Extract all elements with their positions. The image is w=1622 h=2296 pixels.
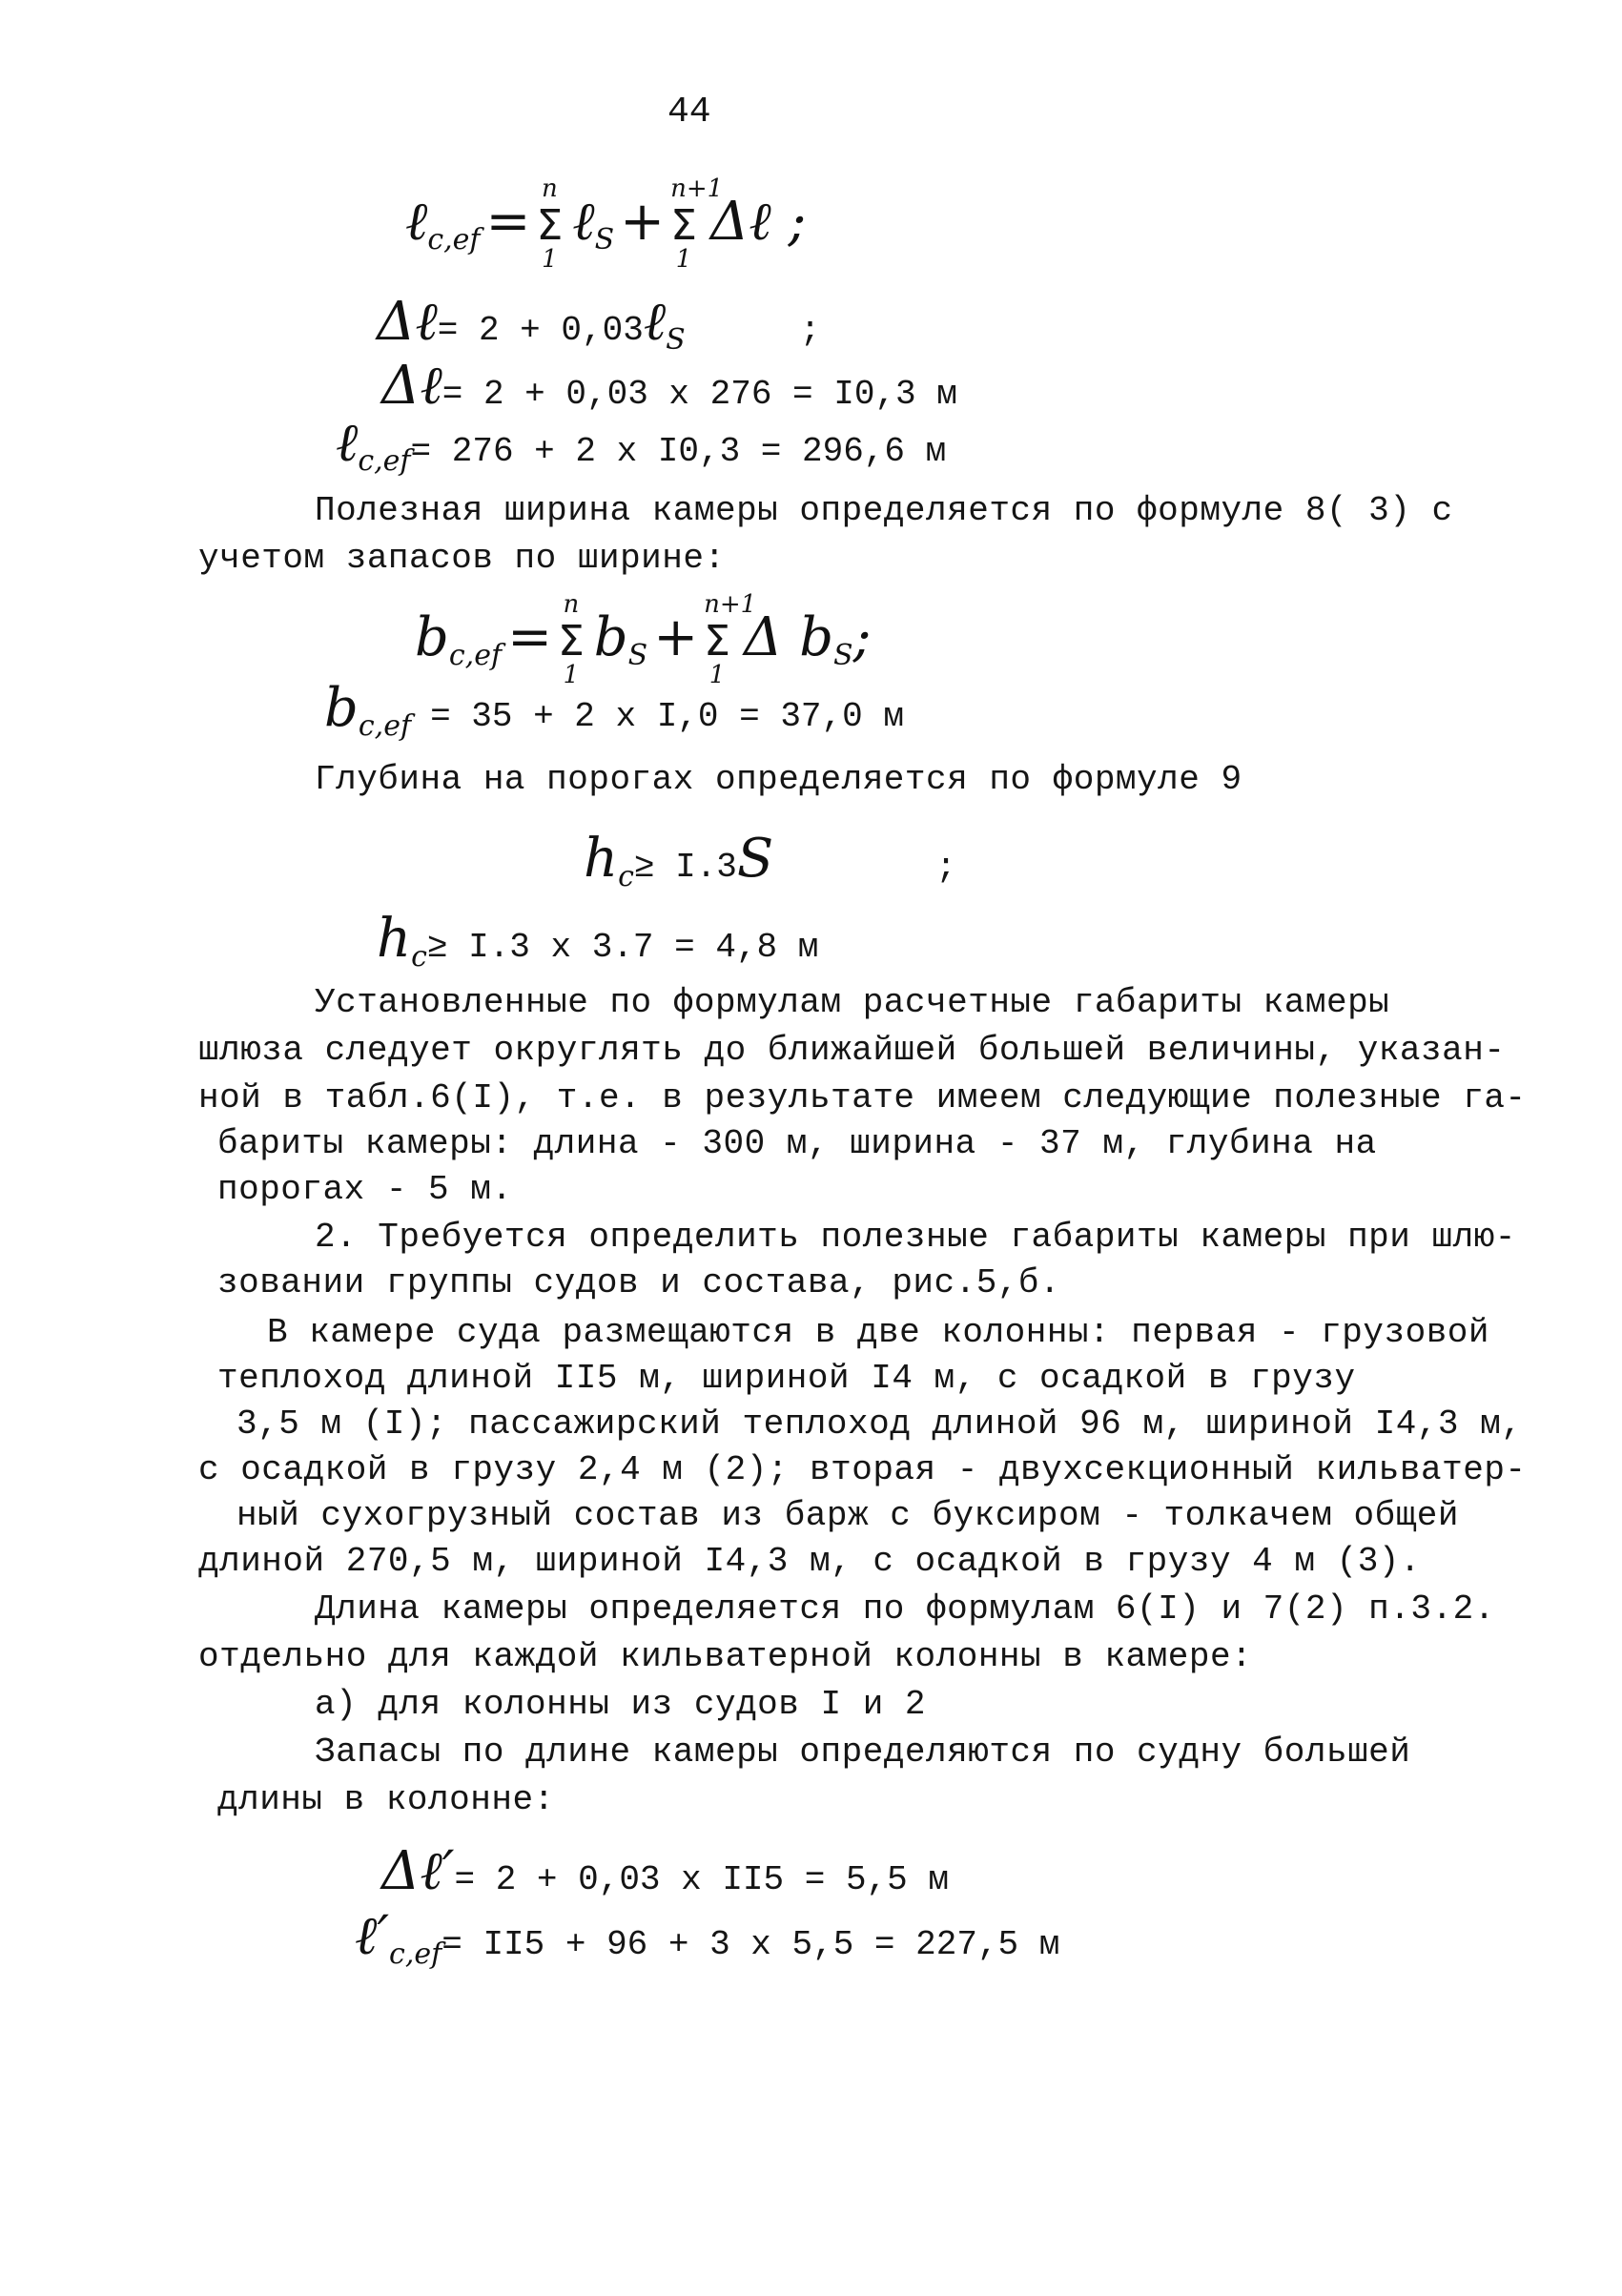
plus-sign: +	[653, 606, 699, 668]
text-line: шлюза следует округлять до ближайшей большей величины, указан-	[198, 1031, 1506, 1070]
text-line: зовании группы судов и состава, рис.5,б.	[217, 1263, 1061, 1302]
formula-var: $b_{c,ef}$	[415, 606, 503, 672]
formula-term: ℓ$_S$	[572, 191, 615, 256]
text-line: теплоход длиной II5 м, шириной I4 м, с осадкой в грузу	[217, 1359, 1356, 1398]
formula-var: $h_c$	[584, 828, 634, 893]
formula-var: $b_{c,ef}$	[324, 677, 412, 743]
text-line: а) для колонны из судов I и 2	[315, 1685, 927, 1724]
text-line: отдельно для каждой кильватерной колонны в камере:	[198, 1637, 1253, 1676]
formula-text: = 276 + 2 x I0,3 = 296,6 м	[410, 432, 947, 471]
formula-length-sum	[405, 174, 807, 274]
formula-var: $\ell'_{c,ef}$	[355, 1905, 442, 1971]
formula-delta-l-value	[381, 355, 957, 417]
formula-text: = II5 + 96 + 3 x 5,5 = 227,5 м	[441, 1925, 1060, 1964]
formula-depth-value	[377, 908, 818, 974]
equals-sign: =	[485, 191, 531, 253]
formula-var: ℓ$_{c,ef}$	[336, 412, 411, 478]
text-line: учетом запасов по ширине:	[198, 539, 726, 578]
equals-sign: =	[507, 606, 552, 668]
text-line: Глубина на порогах определяется по формуле 9	[315, 760, 1242, 799]
text-line: длины в колонне:	[217, 1780, 555, 1819]
text-line: Длина камеры определяется по формулам 6(I) и 7(2) п.3.2.	[315, 1589, 1495, 1629]
plus-sign: +	[620, 191, 666, 253]
text-line: В камере суда размещаются в две колонны: первая - грузовой	[267, 1313, 1490, 1352]
formula-term: Δℓ ;	[709, 191, 807, 253]
formula-term: Δ $b_S$	[743, 606, 853, 672]
text-line: порогах - 5 м.	[217, 1170, 513, 1209]
sum-symbol: Σ n+1 1	[704, 590, 757, 689]
formula-depth-rule	[584, 828, 956, 893]
formula-text: ≥ I.3	[633, 848, 737, 887]
formula-var: Δℓ′	[381, 1840, 455, 1902]
formula-var: ℓ$_{c,ef}$	[405, 191, 481, 256]
formula-width-sum	[415, 590, 872, 689]
formula-text: ;	[852, 606, 872, 668]
sum-symbol: Σ n 1	[536, 174, 564, 274]
sum-symbol: Σ n 1	[557, 590, 585, 689]
formula-length-value	[336, 412, 946, 478]
formula-term: $b_S$	[593, 606, 648, 672]
text-line: длиной 270,5 м, шириной I4,3 м, с осадкой в грузу 4 м (3).	[198, 1542, 1422, 1581]
formula-length-prime-value	[355, 1905, 1059, 1971]
text-line: ной в табл.6(I), т.е. в результате имеем следующие полезные га-	[198, 1078, 1527, 1117]
formula-text: ;	[799, 311, 821, 350]
formula-var: ℓ$_S$	[643, 291, 686, 357]
text-line: Установленные по формулам расчетные габариты камеры	[315, 983, 1390, 1022]
formula-var: $h_c$	[377, 908, 427, 974]
text-line: Полезная ширина камеры определяется по формуле 8( 3) с	[315, 491, 1453, 530]
text-line: Запасы по длине камеры определяются по судну большей	[315, 1732, 1411, 1772]
formula-text: ≥ I.3 x 3.7 = 4,8 м	[426, 928, 819, 967]
formula-delta-l	[377, 291, 820, 357]
text-line: с осадкой в грузу 2,4 м (2); вторая - двухсекционный кильватер-	[198, 1450, 1527, 1489]
formula-text: = 35 + 2 x I,0 = 37,0 м	[430, 697, 904, 736]
formula-var: Δℓ	[381, 355, 442, 417]
formula-delta-l-prime	[381, 1840, 949, 1902]
formula-text: = 2 + 0,03 x II5 = 5,5 м	[454, 1860, 949, 1899]
sum-symbol: Σ n+1 1	[670, 174, 724, 274]
page-number: 44	[667, 92, 711, 133]
formula-text: = 2 + 0,03 x 276 = I0,3 м	[441, 375, 957, 414]
text-line: бариты камеры: длина - 300 м, ширина - 37 м, глубина на	[217, 1124, 1377, 1163]
text-line: 2. Требуется определить полезные габариты камеры при шлю-	[315, 1218, 1516, 1257]
text-line: ный сухогрузный состав из барж с буксиром - толкачем общей	[236, 1496, 1460, 1535]
text-line: 3,5 м (I); пассажирский теплоход длиной 96 м, шириной I4,3 м,	[236, 1404, 1523, 1444]
formula-var: Δℓ	[377, 291, 438, 353]
formula-text: ;	[935, 848, 956, 887]
formula-text: = 2 + 0,03	[437, 311, 644, 350]
formula-width-value	[324, 677, 904, 743]
formula-var: S	[736, 828, 774, 890]
